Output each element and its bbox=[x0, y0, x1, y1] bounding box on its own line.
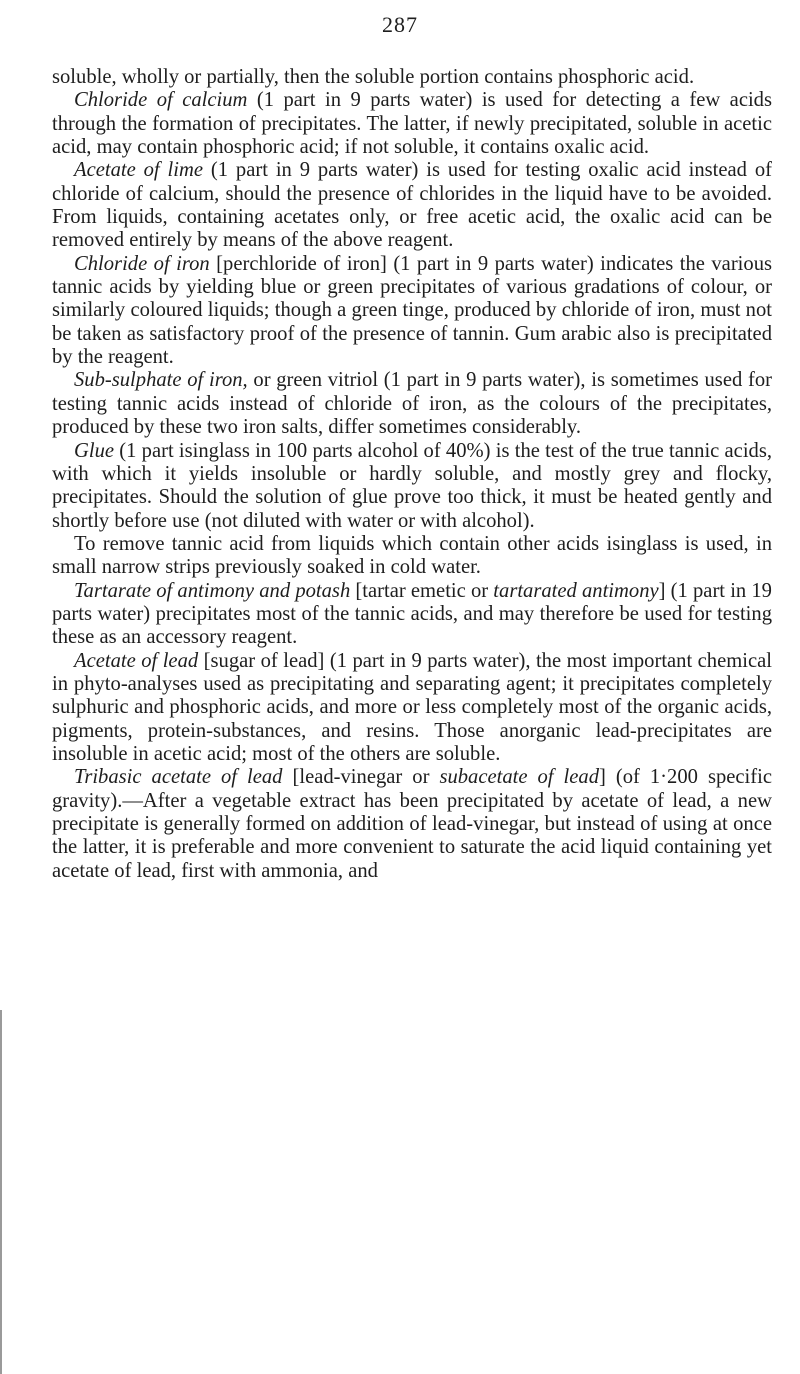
italic-term: Tribasic acetate of lead bbox=[74, 766, 283, 789]
text-run: ] (of 1·200 specific gravity).—After a vegetable extract has been precipitated by acetate of lead, a new precipitate is generally formed on addition of lead-vinegar, but instead of using at once the latter, it is preferable and more convenient to saturate the acid liquid containing yet acetate of lead, first with ammonia, and bbox=[52, 766, 772, 882]
text-run: or green vitriol (1 part in 9 parts water), is sometimes used for testing tannic acids instead of chloride of iron, as the colours of the precipitates, produced by these two iron salts, differ sometimes considerably. bbox=[52, 369, 772, 439]
paragraph-acetate-of-lime bbox=[52, 159, 772, 252]
italic-term: Chloride of calcium bbox=[74, 89, 248, 112]
italic-term: Acetate of lime bbox=[74, 159, 203, 182]
text-run: [sugar of lead] (1 part in 9 parts water), the most important chemical in phyto-analyses used as precipitating and separating agent; it precipitates completely sulphuric and phosphoric acids, and more or less completely most of the organic acids, pigments, protein-substances, and resins. Those anorganic lead-precipitates are insoluble in acetic acid; most of the others are soluble. bbox=[52, 649, 772, 765]
italic-term: Tartarate of antimony and potash bbox=[74, 579, 351, 602]
italic-term: Acetate of lead bbox=[74, 649, 199, 672]
text-run: [lead-vinegar or bbox=[282, 766, 440, 789]
italic-term: tartarated antimony bbox=[493, 579, 659, 602]
text-run: (1 part in 9 parts water) is used for detecting a few acids through the formation of precipitates. The latter, if newly precipitated, soluble in acetic acid, may contain phosphoric acid; if not soluble, it contains oxalic acid. bbox=[52, 89, 772, 159]
paragraph-acetate-of-lead bbox=[52, 650, 772, 767]
text-run: [tartar emetic or bbox=[350, 579, 494, 602]
paragraph-sub-sulphate-of-iron bbox=[52, 369, 772, 439]
text-run: To remove tannic acid from liquids which contain other acids isinglass is used, in small narrow strips previously soaked in cold water. bbox=[52, 532, 772, 579]
paragraph-chloride-of-iron bbox=[52, 253, 772, 370]
italic-term: subacetate of lead bbox=[439, 766, 599, 789]
italic-term: Sub-sulphate of iron, bbox=[74, 369, 248, 392]
page-edge-line bbox=[0, 1010, 2, 1374]
paragraph-isinglass bbox=[52, 533, 772, 580]
italic-term: Glue bbox=[74, 439, 115, 462]
paragraph-tartarate-of-antimony bbox=[52, 580, 772, 650]
text-run: [perchloride of iron] (1 part in 9 parts water) indicates the various tannic acids by yielding blue or green precipitates of various gradations of colour, or similarly coloured liquids; though a green tinge, produced by chloride of iron, must not be taken as satisfactory proof of the presence of tannin. Gum arabic also is precipitated by the reagent. bbox=[52, 252, 773, 369]
italic-term: Chloride of iron bbox=[74, 252, 210, 275]
paragraph-phosphoric-continuation bbox=[52, 66, 772, 89]
body-text bbox=[52, 66, 772, 883]
paragraph-tribasic-acetate-of-lead bbox=[52, 766, 772, 883]
text-run: soluble, wholly or partially, then the soluble portion contains phosphoric acid. bbox=[52, 66, 695, 88]
text-run: (1 part in 9 parts water) is used for testing oxalic acid instead of chloride of calcium, should the presence of chlorides in the liquid have to be avoided. From liquids, containing acetates only, or free acetic acid, the oxalic acid can be removed entirely by means of the above reagent. bbox=[52, 159, 773, 252]
paragraph-chloride-of-calcium bbox=[52, 89, 772, 159]
text-run: (1 part isinglass in 100 parts alcohol of 40%) is the test of the true tannic acids, with which it yields insoluble or hardly soluble, and mostly grey and flocky, precipitates. Should the solution of glue prove too thick, it must be heated gently and shortly before use (not diluted with water or with alcohol). bbox=[52, 439, 772, 532]
paragraph-glue bbox=[52, 440, 772, 533]
text-run: ] (1 part in 19 parts water) precipitates most of the tannic acids, and may therefore be used for testing these as an accessory reagent. bbox=[52, 579, 772, 649]
page-number: 287 bbox=[382, 12, 418, 37]
